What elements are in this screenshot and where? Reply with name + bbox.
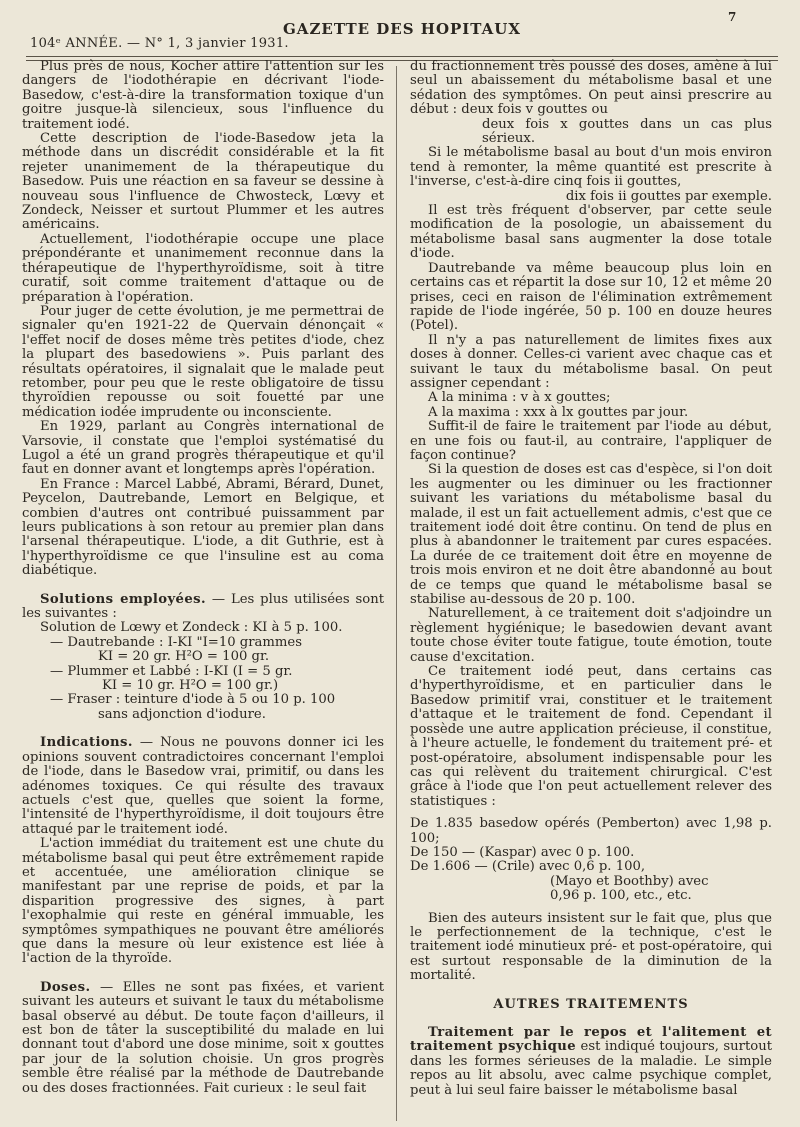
paragraph: Plus près de nous, Kocher attire l'attention sur les dangers de l'iodothérapie en décrivant l'iode-Basedow, c'est-à-dire la transformation toxique d'un goitre jusque-là silencieux, sous l'influence du traitement iodé. xyxy=(22,59,384,132)
right-column xyxy=(410,60,772,1098)
solution-line: — Dautrebande : I-KI "I=10 grammes xyxy=(50,634,302,650)
solution-line: Solution de Lœwy et Zondeck : KI à 5 p. 100. xyxy=(40,620,343,636)
solutions-list xyxy=(22,621,384,722)
dose-line: A la minima : v à x gouttes; xyxy=(428,390,611,406)
issue-line: 104ᵉ ANNÉE. — N° 1, 3 janvier 1931. xyxy=(30,36,289,51)
paragraph: En 1929, parlant au Congrès international de Varsovie, il constate que l'emploi systématisé du Lugol a été un grand progrès thérapeutique et qu'il faut en donner avant et longtemps après l'opération. xyxy=(22,419,384,478)
solution-line: KI = 20 gr. H²O = 100 gr. xyxy=(98,649,270,665)
repos-text: est indiqué toujours, surtout dans les formes sérieuses de la maladie. Le simple repos au lit absolu, avec calme psychique complet, peut à lui seul faire baisser le métabolisme basal xyxy=(410,1039,772,1098)
paragraph: Ce traitement iodé peut, dans certains cas d'hyperthyroïdisme, et en particulier dans le Basedow primitif vrai, constituer et le traitement d'attaque et le traitement de fond. Cependant il possède une autre application précieuse, il constitue, à l'heure actuelle, le fondement du traitement pré- et post-opératoire, absolument indispensable pour les cas qui relèvent du traitement chirurgical. C'est grâce à l'iode que l'on peut actuellement relever des statistiques : xyxy=(410,664,772,809)
paragraph: Si la question de doses est cas d'espèce, si l'on doit les augmenter ou les diminuer ou les fractionner suivant les variations du métabolisme basal du malade, il est un fait actuellement admis, c'est que ce traitement iodé doit être continu. On tend de plus en plus à abandonner le traitement par cures espacées. La durée de ce traitement doit être en moyenne de trois mois environ et ne doit être abandonné au bout de ce temps que quand le métabolisme basal se stabilise au-dessous de 20 p. 100. xyxy=(410,462,772,608)
stat-line: (Mayo et Boothby) avec xyxy=(550,873,709,889)
indications-text: — Nous ne pouvons donner ici les opinions souvent contradictoires concernant l'emploi de l'iode, dans le Basedow vrai, primitif, ou dans les adénomes toxiques. Ce qui résulte des travaux actuels c'est que, quelles que soient la forme, l'intensité de l'hyperthyroïdisme, il doit toujours être attaqué par le traitement iodé. xyxy=(22,735,384,837)
header-rule xyxy=(26,56,778,57)
section-title: AUTRES TRAITEMENTS xyxy=(493,996,689,1012)
doses-text: — Elles ne sont pas fixées, et varient suivant les auteurs et suivant le taux du métabolisme basal observé au début. De toute façon d'ailleurs, il est bon de tâter la susceptibilité du malade en lui donnant tout d'abord une dose minime, soit x gouttes par jour de la solution choisie. Un gros progrès semble être réalisé par la méthode de Dautrebande ou des doses fractionnées. Fait curieux : le seul fait xyxy=(22,979,384,1096)
indications-paragraph xyxy=(22,736,384,837)
doses-paragraph xyxy=(22,981,384,1096)
stat-line: De 150 — (Kaspar) avec 0 p. 100. xyxy=(410,844,635,860)
solutions-heading: Solutions employées. xyxy=(40,591,206,607)
stat-line: De 1.835 basedow opérés (Pemberton) avec 1,98 p. 100; xyxy=(410,816,772,846)
dose-line: dix fois ii gouttes par exemple. xyxy=(565,188,772,204)
solutions-intro: — Les plus utilisées sont les suivantes : xyxy=(22,591,384,622)
paragraph: En France : Marcel Labbé, Abrami, Bérard, Dunet, Peycelon, Dautrebande, Lemort en Belgique, et combien d'autres ont contribué puissamment par leurs publications à son retour au premier plan dans l'arsenal thérapeutique. L'iode, a dit Guthrie, est à l'hyperthyroïdisme ce que l'insuline est au coma diabétique. xyxy=(22,476,384,579)
column-divider xyxy=(396,66,397,1121)
solutions-paragraph xyxy=(22,593,384,622)
paragraph: Il n'y a pas naturellement de limites fixes aux doses à donner. Celles-ci varient avec chaque cas et suivant le taux du métabolisme basal. On peut assigner cependant : xyxy=(410,332,772,391)
paragraph: Si le métabolisme basal au bout d'un mois environ tend à remonter, la même quantité est prescrite à l'inverse, c'est-à-dire cinq fois ii gouttes, xyxy=(410,145,772,190)
paragraph: Actuellement, l'iodothérapie occupe une place prépondérante et unanimement reconnue dans la thérapeutique de l'hyperthyroïdisme, soit à titre curatif, soit comme traitement d'attaque ou de préparation à l'opération. xyxy=(22,231,384,305)
paragraph: Il est très fréquent d'observer, par cette seule modification de la posologie, un abaissement du métabolisme basal sans augmenter la dose totale d'iode. xyxy=(410,203,772,262)
paragraph: Dautrebande va même beaucoup plus loin en certains cas et répartit la dose sur 10, 12 et même 20 prises, ceci en raison de l'élimination extrêmement rapide de l'iode ingérée, 50 p. 100 en douze heures (Potel). xyxy=(410,260,772,334)
paragraph: Cette description de l'iode-Basedow jeta la méthode dans un discrédit considérable et la fit rejeter unanimement de la thérapeutique du Basedow. Puis une réaction en sa faveur se dessine à nouveau sous l'influence de Chwosteck, Lœvy et Zondeck, Neisser et surtout Plummer et les autres américains. xyxy=(22,131,384,233)
dose-line: A la maxima : xxx à lx gouttes par jour. xyxy=(428,404,689,420)
solution-line: — Fraser : teinture d'iode à 5 ou 10 p. 100 xyxy=(50,692,336,708)
paragraph: Bien des auteurs insistent sur le fait que, plus que le perfectionnement de la technique, c'est le traitement iodé minutieux pré- et post-opératoire, qui est surtout responsable de la diminution de la mortalité. xyxy=(410,910,772,984)
paragraph: Suffit-il de faire le traitement par l'iode au début, en une fois ou faut-il, au contraire, l'appliquer de façon continue? xyxy=(410,419,772,463)
repos-heading: Traitement par le repos et l'alitement et traitement psychique xyxy=(410,1025,772,1055)
paragraph: L'action immédiat du traitement est une chute du métabolisme basal qui peut être extrêmement rapide et accentuée, une amélioration clinique se manifestant par une reprise de poids, et par la disparition progressive des signes, à part l'exophalmie qui reste en général immuable, les symptômes sympathiques ne pouvant être améliorés que dans la mesure où leur existence est liée à l'action de la thyroïde. xyxy=(22,836,384,967)
indications-heading: Indications. xyxy=(40,735,133,751)
paragraph: Naturellement, à ce traitement doit s'adjoindre un règlement hygiénique; le basedowien devant avant toute chose éviter toute fatigue, toute émotion, toute cause d'excitation. xyxy=(410,606,772,665)
repos-paragraph xyxy=(410,1026,772,1098)
paragraph: du fractionnement très poussé des doses, amène à lui seul un abaissement du métabolisme basal et une sédation des symptômes. On peut ainsi prescrire au début : deux fois v gouttes ou xyxy=(410,59,772,118)
stat-line: 0,96 p. 100, etc., etc. xyxy=(550,888,692,904)
paragraph: Pour juger de cette évolution, je me permettrai de signaler qu'en 1921-22 de Quervain dénonçait « l'effet nocif de doses même très petites d'iode, chez la plupart des basedowiens ». Puis parlant des résultats opératoires, il signalait que le malade peut retomber, pour peu que le reste obligatoire de tissu thyroïdien repousse ou soit fouetté par une médication iodée imprudente ou inconsciente. xyxy=(22,303,384,420)
dose-line: deux fois x gouttes dans un cas plus sérieux. xyxy=(482,116,772,147)
page-number: 7 xyxy=(728,10,737,24)
solution-line: sans adjonction d'iodure. xyxy=(98,706,266,722)
solution-line: KI = 10 gr. H²O = 100 gr.) xyxy=(102,678,279,694)
stat-line: De 1.606 — (Crile) avec 0,6 p. 100, xyxy=(410,859,646,875)
solution-line: — Plummer et Labbé : I-KI (I = 5 gr. xyxy=(50,663,293,679)
journal-title: GAZETTE DES HOPITAUX xyxy=(283,20,522,38)
left-column xyxy=(22,60,384,1096)
statistics-list xyxy=(410,817,772,903)
doses-heading: Doses. xyxy=(40,979,91,995)
